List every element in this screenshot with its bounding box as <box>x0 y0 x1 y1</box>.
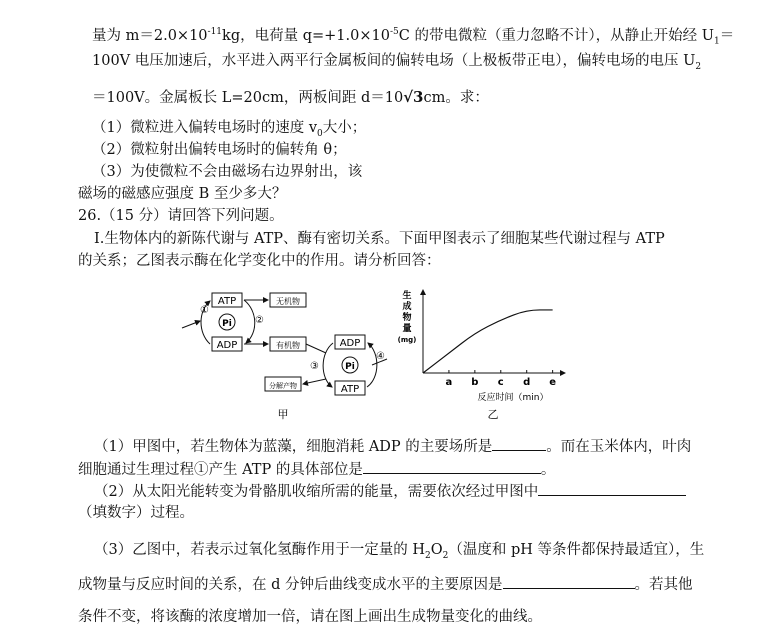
y-axis-label <box>398 289 417 344</box>
process-1-label: ① <box>200 305 209 316</box>
process-2-label: ② <box>255 315 264 326</box>
answer-blank-2[interactable] <box>363 459 541 474</box>
y-label-part: 生 <box>402 291 412 301</box>
answer-blank-3[interactable] <box>538 481 686 496</box>
adp-label-top: ADP <box>216 340 238 351</box>
question-26-header: 26.（15 分）请回答下列问题。 <box>78 208 284 224</box>
sub-question-3-line-2: 成物量与反应时间的关系，在 d 分钟后曲线变成水平的主要原因是 。若其他 <box>78 574 693 595</box>
y-label-part: 成 <box>402 302 412 312</box>
atp-label-bottom: ATP <box>340 384 360 395</box>
y-label-part: (mg) <box>397 336 417 344</box>
inorganic-label: 无机物 <box>276 297 300 306</box>
q26-intro-line-1: Ⅰ.生物体内的新陈代谢与 ATP、酶有密切关系。下面甲图表示了细胞某些代谢过程与 ATP <box>94 231 665 247</box>
product-curve <box>423 310 553 373</box>
organic-label: 有机物 <box>276 341 300 350</box>
x-tick-label: c <box>497 377 504 388</box>
process-3-label: ③ <box>310 361 319 372</box>
sub-question-3-line-3: 条件不变，将该酶的浓度增加一倍，请在图上画出生成物量变化的曲线。 <box>78 609 542 625</box>
sqrt-three: √3 <box>403 88 424 106</box>
x-tick-label: a <box>445 377 453 388</box>
x-tick-label: b <box>471 377 479 388</box>
q26-intro-line-2: 的关系；乙图表示酶在化学变化中的作用。请分析回答： <box>78 253 441 269</box>
sub-question-3-line-1: （3）乙图中，若表示过氧化氢酶作用于一定量的 $H_2O_2$（温度和 pH 等条件都保持最适宜），生 <box>94 542 705 561</box>
answer-blank-4[interactable] <box>503 574 635 589</box>
physics-line-3: ＝100V。金属板长 L=20cm，两板间距 d＝10√3cm。求： <box>92 88 489 106</box>
sub-question-1-line-2: 细胞通过生理过程①产生 ATP 的具体部位是 。 <box>78 459 555 480</box>
pi-label-top: Pi <box>222 319 232 329</box>
physics-line-1: 量为 $m=2.0\times 10^{-11}kg$，电荷量 $q=+1.0\times 10^{-5}C$ 的带电微粒（重力忽略不计），从静止开始经 $U_1=$ <box>92 27 735 47</box>
answer-blank-1[interactable] <box>492 436 546 451</box>
x-tick-label: d <box>523 377 531 388</box>
chart-yi-caption: 乙 <box>487 408 499 421</box>
physics-question-2: （2）微粒射出偏转电场时的偏转角 θ； <box>92 142 347 158</box>
physics-question-3: （3）为使微粒不会由磁场右边界射出，该 <box>92 164 363 180</box>
physics-line-2: 100V 电压加速后，水平进入两平行金属板间的偏转电场（上极板带正电），偏转电场的电压 $U_2$ <box>92 53 702 72</box>
pi-label-bottom: Pi <box>345 362 355 372</box>
atp-label-top: ATP <box>217 296 237 307</box>
sub-question-2-line-1: （2）从太阳光能转变为骨骼肌收缩所需的能量，需要依次经过甲图中 <box>94 481 686 502</box>
x-axis-label: 反应时间（min） <box>477 393 549 403</box>
sub-question-2-line-2: （填数字）过程。 <box>78 505 194 521</box>
adp-label-bottom: ADP <box>339 338 361 349</box>
chart-yi <box>395 278 575 426</box>
sub-question-1-line-1: （1）甲图中，若生物体为蓝藻，细胞消耗 ADP 的主要场所是 。而在玉米体内，叶肉 <box>94 436 691 457</box>
decomp-label: 分解产物 <box>269 382 297 390</box>
process-4-label: ④ <box>376 351 385 362</box>
diagram-jia <box>180 283 395 423</box>
x-tick-label: e <box>549 377 557 388</box>
physics-question-3-cont: 磁场的磁感应强度 B 至少多大？ <box>78 186 287 202</box>
physics-question-1: （1）微粒进入偏转电场时的速度 $v_0$大小； <box>92 120 367 139</box>
y-label-part: 量 <box>402 324 412 334</box>
diagram-jia-caption: 甲 <box>277 408 289 421</box>
y-label-part: 物 <box>402 313 412 323</box>
